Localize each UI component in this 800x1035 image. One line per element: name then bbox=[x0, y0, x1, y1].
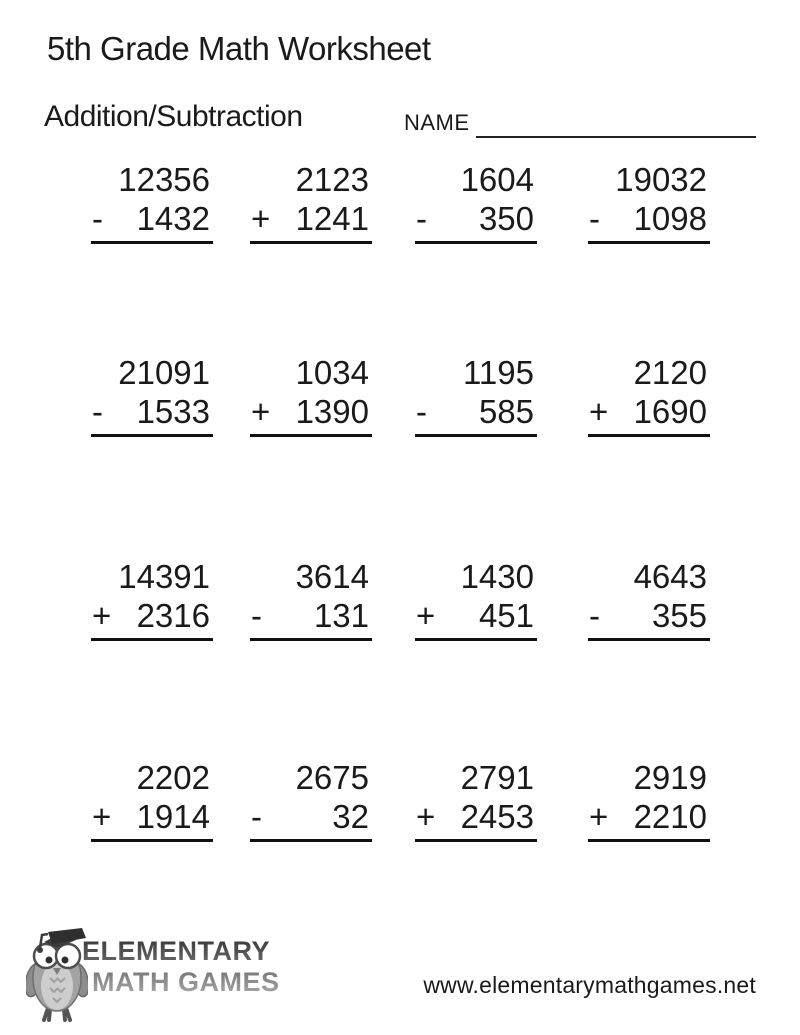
problem-bottom-operand: 1098 bbox=[633, 200, 707, 237]
problem-bottom-operand: 1533 bbox=[136, 393, 210, 430]
problem-row-4 bbox=[0, 758, 800, 848]
problem-operator: - bbox=[251, 597, 262, 634]
page-title: 5th Grade Math Worksheet bbox=[47, 30, 431, 67]
problem-operator: - bbox=[589, 597, 600, 634]
math-problem-14 bbox=[250, 758, 372, 842]
math-problem-10 bbox=[250, 557, 372, 641]
website-url: www.elementarymathgames.net bbox=[423, 972, 756, 998]
math-problem-9 bbox=[91, 557, 213, 641]
logo-line1: ELEMENTARY bbox=[82, 936, 271, 966]
problem-row-3 bbox=[0, 557, 800, 647]
problem-top-operand: 2675 bbox=[295, 759, 369, 796]
problem-top-operand: 1430 bbox=[460, 558, 534, 595]
problem-top-operand: 1195 bbox=[463, 354, 534, 391]
math-problem-12 bbox=[588, 557, 710, 641]
problem-top-operand: 12356 bbox=[118, 161, 210, 198]
problem-operator: - bbox=[251, 798, 262, 835]
problem-operator: + bbox=[92, 798, 112, 835]
problem-operator: + bbox=[251, 393, 271, 430]
name-label: NAME bbox=[404, 110, 470, 135]
problem-bottom-operand: 131 bbox=[313, 597, 369, 634]
worksheet-subtitle: Addition/Subtraction bbox=[44, 100, 303, 133]
problem-operator: + bbox=[589, 798, 609, 835]
problem-bottom-operand: 2453 bbox=[460, 798, 534, 835]
elementary-math-games-logo bbox=[26, 920, 280, 1028]
math-problem-13 bbox=[91, 758, 213, 842]
math-problem-2 bbox=[250, 160, 372, 244]
problem-top-operand: 2120 bbox=[633, 354, 707, 391]
problem-top-operand: 2123 bbox=[295, 161, 369, 198]
math-problem-1 bbox=[91, 160, 213, 244]
problem-operator: + bbox=[589, 393, 609, 430]
problem-operator: - bbox=[589, 200, 600, 237]
problem-operator: + bbox=[251, 200, 271, 237]
problem-bottom-operand: 355 bbox=[651, 597, 707, 634]
math-problem-5 bbox=[91, 353, 213, 437]
name-blank-line bbox=[476, 136, 756, 138]
problem-row-1 bbox=[0, 160, 800, 250]
math-problem-3 bbox=[415, 160, 537, 244]
problem-operator: - bbox=[416, 200, 427, 237]
problem-operator: - bbox=[92, 200, 103, 237]
problem-top-operand: 2919 bbox=[633, 759, 707, 796]
problem-operator: - bbox=[416, 393, 427, 430]
problem-bottom-operand: 32 bbox=[332, 798, 369, 835]
problem-top-operand: 3614 bbox=[295, 558, 369, 595]
math-problem-15 bbox=[415, 758, 537, 842]
problem-top-operand: 4643 bbox=[633, 558, 707, 595]
math-problem-6 bbox=[250, 353, 372, 437]
problem-bottom-operand: 1690 bbox=[633, 393, 707, 430]
logo-line2: MATH GAMES bbox=[92, 967, 280, 997]
problem-operator: - bbox=[92, 393, 103, 430]
logo-text bbox=[82, 936, 280, 998]
problem-bottom-operand: 2210 bbox=[633, 798, 707, 835]
problem-top-operand: 2202 bbox=[136, 759, 210, 796]
problem-bottom-operand: 1390 bbox=[295, 393, 369, 430]
problem-operator: + bbox=[416, 597, 436, 634]
math-problem-11 bbox=[415, 557, 537, 641]
problem-top-operand: 2791 bbox=[460, 759, 534, 796]
problem-top-operand: 19032 bbox=[615, 161, 707, 198]
problem-top-operand: 1604 bbox=[460, 161, 534, 198]
problem-bottom-operand: 2316 bbox=[136, 597, 210, 634]
math-problem-8 bbox=[588, 353, 710, 437]
problem-bottom-operand: 585 bbox=[478, 393, 534, 430]
problem-bottom-operand: 1241 bbox=[295, 200, 369, 237]
math-problem-4 bbox=[588, 160, 710, 244]
problem-top-operand: 1034 bbox=[295, 354, 369, 391]
problem-bottom-operand: 451 bbox=[478, 597, 534, 634]
problem-bottom-operand: 1432 bbox=[136, 200, 210, 237]
math-problem-7 bbox=[415, 353, 537, 437]
problem-bottom-operand: 1914 bbox=[136, 798, 210, 835]
problem-bottom-operand: 350 bbox=[478, 200, 534, 237]
owl-graduate-icon bbox=[26, 922, 88, 1022]
problem-operator: + bbox=[416, 798, 436, 835]
math-problem-16 bbox=[588, 758, 710, 842]
problem-operator: + bbox=[92, 597, 112, 634]
problem-top-operand: 21091 bbox=[118, 354, 210, 391]
problem-row-2 bbox=[0, 353, 800, 443]
problem-top-operand: 14391 bbox=[118, 558, 210, 595]
